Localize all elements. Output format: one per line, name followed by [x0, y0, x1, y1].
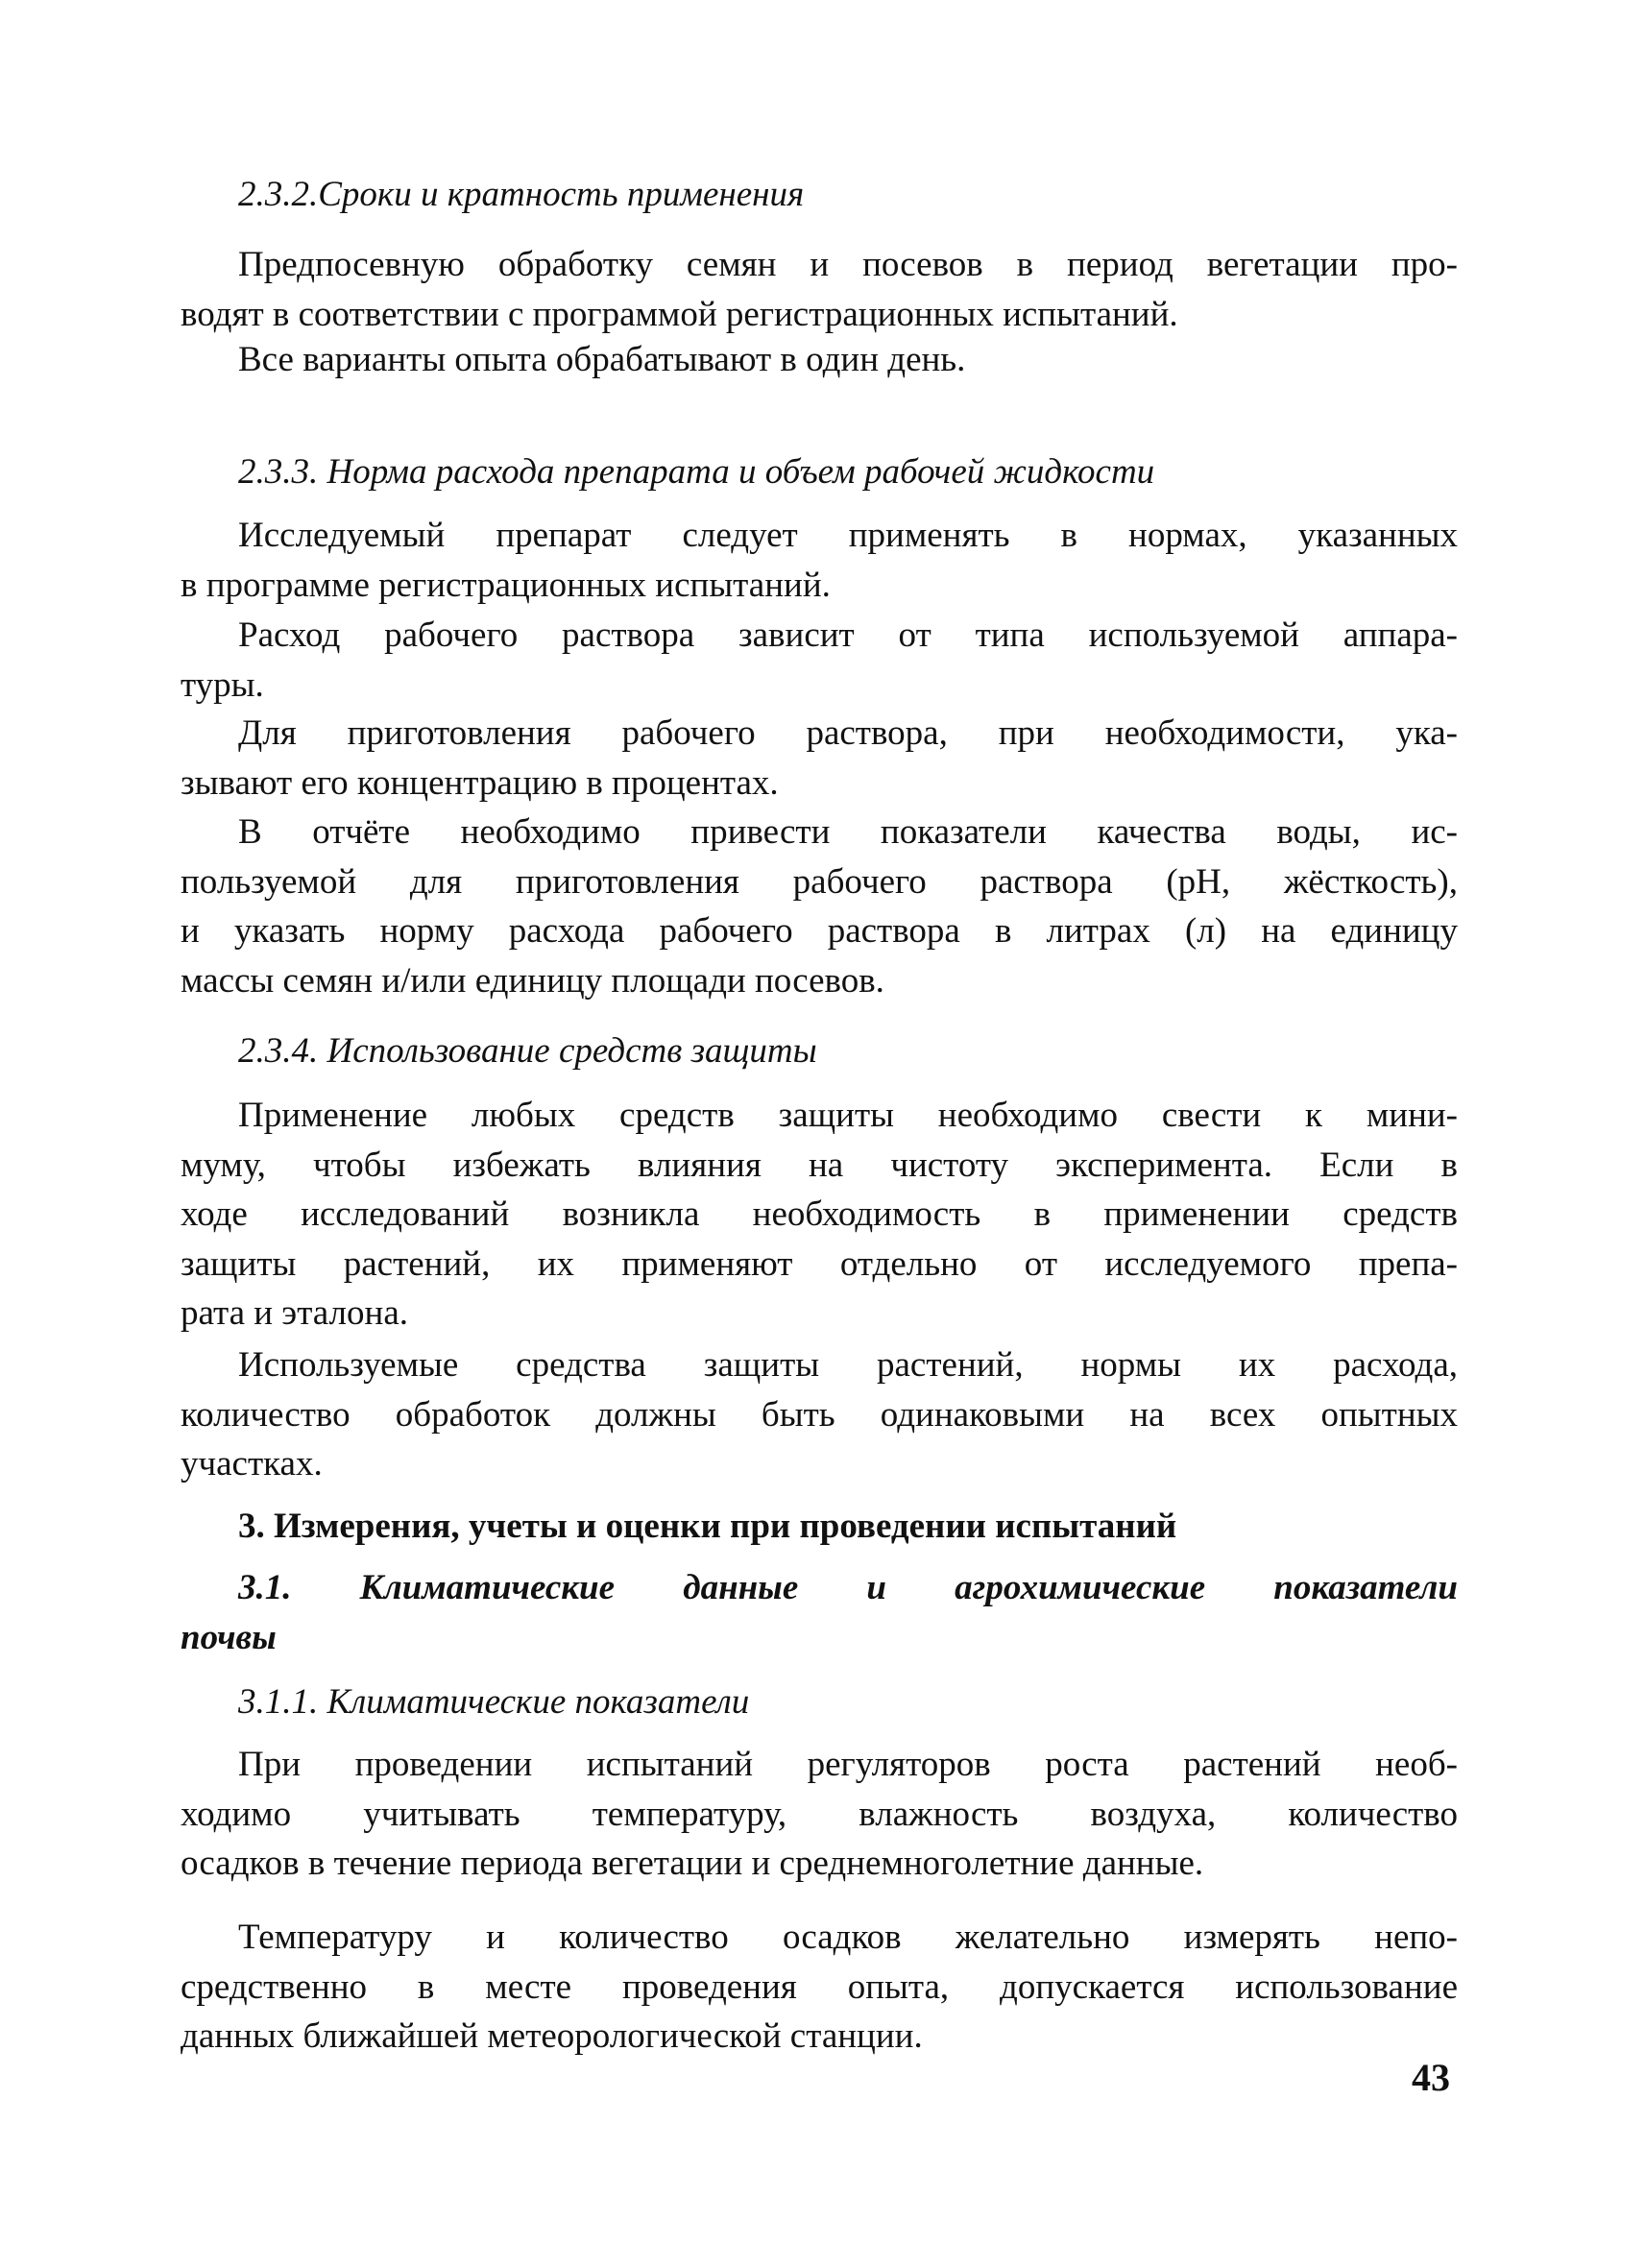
paragraph — [181, 240, 1458, 339]
paragraph — [181, 709, 1458, 808]
text-line: Расход рабочего раствора зависит от типа используемой аппара- — [238, 615, 1458, 655]
text-line: участках. — [181, 1444, 323, 1484]
text-line: и указать норму расхода рабочего раствора в литрах (л) на единицу — [181, 911, 1458, 951]
text-line: ходе исследований возникла необходимость в применении средств — [181, 1194, 1458, 1234]
text-line: водят в соответствии с программой регистрационных испытаний. — [181, 294, 1178, 334]
text-line: Применение любых средств защиты необходимо свести к мини- — [238, 1096, 1458, 1135]
paragraph — [181, 511, 1458, 610]
paragraph — [181, 611, 1458, 710]
heading2 — [181, 1563, 1458, 1662]
text-line: защиты растений, их применяют отдельно от исследуемого препа- — [181, 1243, 1458, 1284]
text-line: 3.1.1. Климатические показатели — [238, 1682, 750, 1722]
heading — [181, 1502, 1458, 1552]
subheading — [181, 170, 1458, 220]
text-line: муму, чтобы избежать влияния на чистоту эксперимента. Если в — [181, 1145, 1458, 1185]
text-line: Все варианты опыта обрабатывают в один день. — [238, 340, 966, 379]
text-line: ходимо учитывать температуру, влажность воздуха, количество — [181, 1794, 1458, 1834]
text-line: Для приготовления рабочего раствора, при необходимости, ука- — [238, 713, 1458, 753]
text-line: рата и эталона. — [181, 1293, 408, 1333]
text-line: пользуемой для приготовления рабочего раствора (pH, жёсткость), — [181, 861, 1458, 902]
text-line: Исследуемый препарат следует применять в нормах, указанных — [238, 516, 1458, 555]
text-line: Предпосевную обработку семян и посевов в период вегетации про- — [238, 245, 1458, 284]
text-line: 2.3.4. Использование средств защиты — [238, 1031, 817, 1071]
paragraph — [181, 1740, 1458, 1889]
paragraph — [181, 1913, 1458, 2062]
paragraph — [181, 1340, 1458, 1489]
text-line: туры. — [181, 664, 264, 705]
text-line: 2.3.2.Сроки и кратность применения — [238, 175, 805, 214]
text-line: в программе регистрационных испытаний. — [181, 565, 831, 605]
text-line: почвы — [181, 1617, 277, 1657]
text-line: осадков в течение периода вегетации и среднемноголетние данные. — [181, 1844, 1204, 1883]
text-line: В отчёте необходимо привести показатели качества воды, ис- — [238, 812, 1458, 852]
text-line: количество обработок должны быть одинаковыми на всех опытных — [181, 1394, 1458, 1435]
subheading — [181, 1677, 1458, 1727]
page-number: 43 — [1412, 2056, 1450, 2099]
text-line: При проведении испытаний регуляторов роста растений необ- — [238, 1745, 1458, 1784]
text-line: массы семян и/или единицу площади посевов. — [181, 960, 884, 1001]
text-line: 3.1. Климатические данные и агрохимические показатели — [238, 1568, 1458, 1607]
paragraph — [181, 808, 1458, 1005]
paragraph — [181, 1091, 1458, 1339]
subheading — [181, 1026, 1458, 1076]
subheading — [181, 447, 1458, 497]
text-line: 2.3.3. Норма расхода препарата и объем рабочей жидкости — [238, 452, 1155, 492]
text-line: Используемые средства защиты растений, нормы их расхода, — [238, 1345, 1458, 1385]
text-line: Температуру и количество осадков желательно измерять непо- — [238, 1918, 1458, 1957]
text-line: данных ближайшей метеорологической станции. — [181, 2016, 923, 2056]
paragraph — [181, 335, 1458, 385]
text-line: зывают его концентрацию в процентах. — [181, 762, 779, 803]
text-line: 3. Измерения, учеты и оценки при проведении испытаний — [238, 1507, 1177, 1546]
text-line: средственно в месте проведения опыта, допускается использование — [181, 1966, 1458, 2007]
